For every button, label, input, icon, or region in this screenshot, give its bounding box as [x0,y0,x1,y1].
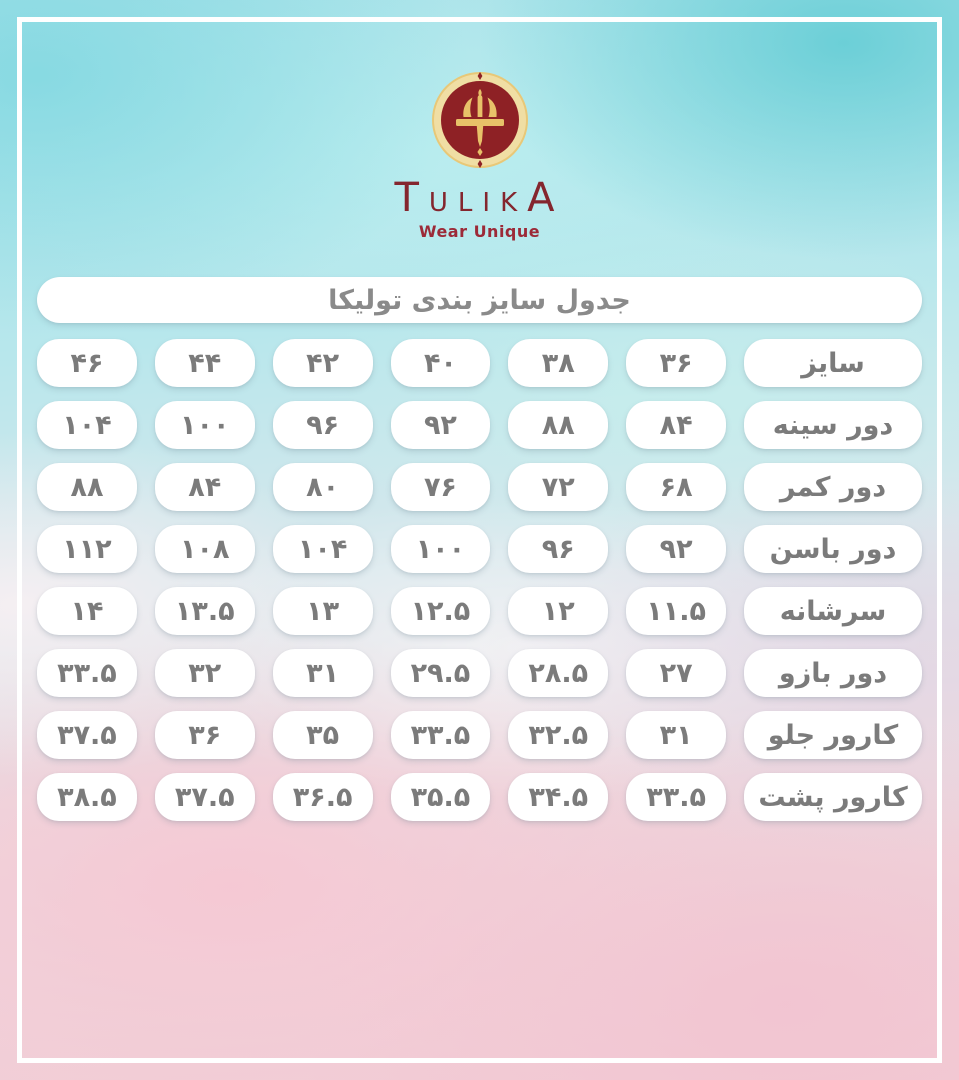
size-value: ۳۶ [188,719,222,751]
size-value-cell [155,711,255,759]
size-value-cell [391,587,491,635]
row-label-cell [744,773,922,821]
size-value: ۳۶ [659,347,693,379]
row-label-cell [744,463,922,511]
row-label-cell [744,401,922,449]
size-value-cell [273,339,373,387]
row-label-cell [744,587,922,635]
size-value-cell [626,773,726,821]
size-value-cell [391,711,491,759]
size-value: ۸۰ [306,471,340,503]
size-value-cell [508,587,608,635]
table-row [37,773,922,821]
size-value-cell [391,401,491,449]
size-value: ۱۲ [541,595,575,627]
size-value-cell [508,711,608,759]
size-value: ۳۳.۵ [57,657,117,689]
size-value-cell [391,463,491,511]
row-label: کارور پشت [758,781,908,813]
size-value: ۴۲ [306,347,340,379]
size-value: ۷۲ [541,471,575,503]
size-value-cell [37,649,137,697]
size-value: ۱۰۴ [297,533,348,565]
size-value: ۷۶ [423,471,457,503]
size-value: ۶۸ [659,471,693,503]
table-row [37,711,922,759]
size-value-cell [508,339,608,387]
size-value-cell [155,773,255,821]
size-value-cell [626,711,726,759]
size-value: ۳۴.۵ [528,781,589,813]
size-value: ۲۸.۵ [528,657,589,689]
size-value-cell [155,587,255,635]
size-value: ۹۶ [541,533,575,565]
size-value: ۱۲.۵ [410,595,471,627]
wordmark-letter: A [527,175,565,221]
row-label: دور بازو [778,657,888,689]
size-value-cell [37,463,137,511]
size-value-cell [626,587,726,635]
size-value-cell [155,339,255,387]
size-value: ۹۶ [306,409,340,441]
size-value-cell [155,401,255,449]
size-value: ۳۱ [306,657,340,689]
size-value: ۳۵ [306,719,340,751]
size-value: ۹۲ [423,409,457,441]
size-value-cell [508,649,608,697]
row-label: دور سینه [772,409,894,441]
size-value-cell [37,587,137,635]
size-value: ۱۴ [70,595,104,627]
size-value: ۸۸ [541,409,575,441]
size-value: ۸۸ [70,471,104,503]
size-value-cell [391,649,491,697]
size-value-cell [155,463,255,511]
size-value: ۳۷.۵ [174,781,235,813]
size-value-cell [626,339,726,387]
size-value: ۱۳ [306,595,340,627]
size-value: ۳۷.۵ [57,719,117,751]
size-value: ۳۵.۵ [410,781,471,813]
row-label: سرشانه [779,595,887,627]
size-value: ۱۰۰ [415,533,466,565]
table-row [37,525,922,573]
size-chart-title: جدول سایز بندی تولیکا [328,284,631,316]
tulika-monogram-icon [430,70,530,170]
size-value-cell [508,773,608,821]
size-value: ۱۰۴ [62,409,112,441]
table-row [37,587,922,635]
size-value: ۱۱.۵ [646,595,706,627]
row-label: کارور جلو [767,719,899,751]
size-value: ۳۳.۵ [646,781,706,813]
size-value-cell [626,649,726,697]
size-value: ۳۸ [541,347,575,379]
table-row [37,463,922,511]
size-value-cell [391,339,491,387]
row-label: دور کمر [779,471,887,503]
size-value-cell [508,463,608,511]
size-value: ۴۰ [423,347,457,379]
size-value-cell [508,525,608,573]
size-value: ۳۲.۵ [528,719,589,751]
size-value: ۲۹.۵ [410,657,471,689]
size-value-cell [37,525,137,573]
table-row [37,649,922,697]
size-value-cell [273,773,373,821]
size-value-cell [273,587,373,635]
size-value-cell [273,711,373,759]
row-label-cell [744,649,922,697]
size-value: ۳۸.۵ [57,781,117,813]
row-label: دور باسن [769,533,897,565]
size-value: ۳۳.۵ [410,719,471,751]
size-value: ۳۲ [188,657,222,689]
size-value-cell [37,339,137,387]
size-value-cell [37,711,137,759]
size-value-cell [508,401,608,449]
size-value: ۱۰۸ [180,533,230,565]
size-value-cell [37,401,137,449]
size-value: ۹۲ [659,533,693,565]
size-value-cell [626,463,726,511]
table-row [37,339,922,387]
size-value-cell [155,649,255,697]
size-value: ۱۰۰ [180,409,230,441]
size-value-cell [273,463,373,511]
brand-header [37,0,922,241]
size-value-cell [273,401,373,449]
size-value-cell [37,773,137,821]
size-value-cell [273,525,373,573]
size-value-cell [391,525,491,573]
row-label-cell [744,339,922,387]
size-value: ۱۱۲ [62,533,112,565]
wordmark-letters: ULIK [428,188,528,218]
size-value-cell [626,401,726,449]
size-value-cell [391,773,491,821]
size-table-body [37,339,922,821]
row-label: سایز [801,347,865,379]
brand-tagline: Wear Unique [418,222,541,241]
size-value: ۲۷ [659,657,693,689]
size-value: ۱۳.۵ [174,595,235,627]
table-row [37,401,922,449]
size-value: ۳۶.۵ [292,781,353,813]
size-value: ۸۴ [188,471,222,503]
brand-wordmark [394,175,565,221]
size-value-cell [155,525,255,573]
size-value: ۴۴ [188,347,222,379]
row-label-cell [744,525,922,573]
size-value: ۴۶ [70,347,104,379]
size-value-cell [273,649,373,697]
size-value-cell [626,525,726,573]
size-value: ۸۴ [659,409,693,441]
size-chart-title-pill [37,277,922,323]
wordmark-letter: T [394,175,429,221]
row-label-cell [744,711,922,759]
size-value: ۳۱ [659,719,693,751]
